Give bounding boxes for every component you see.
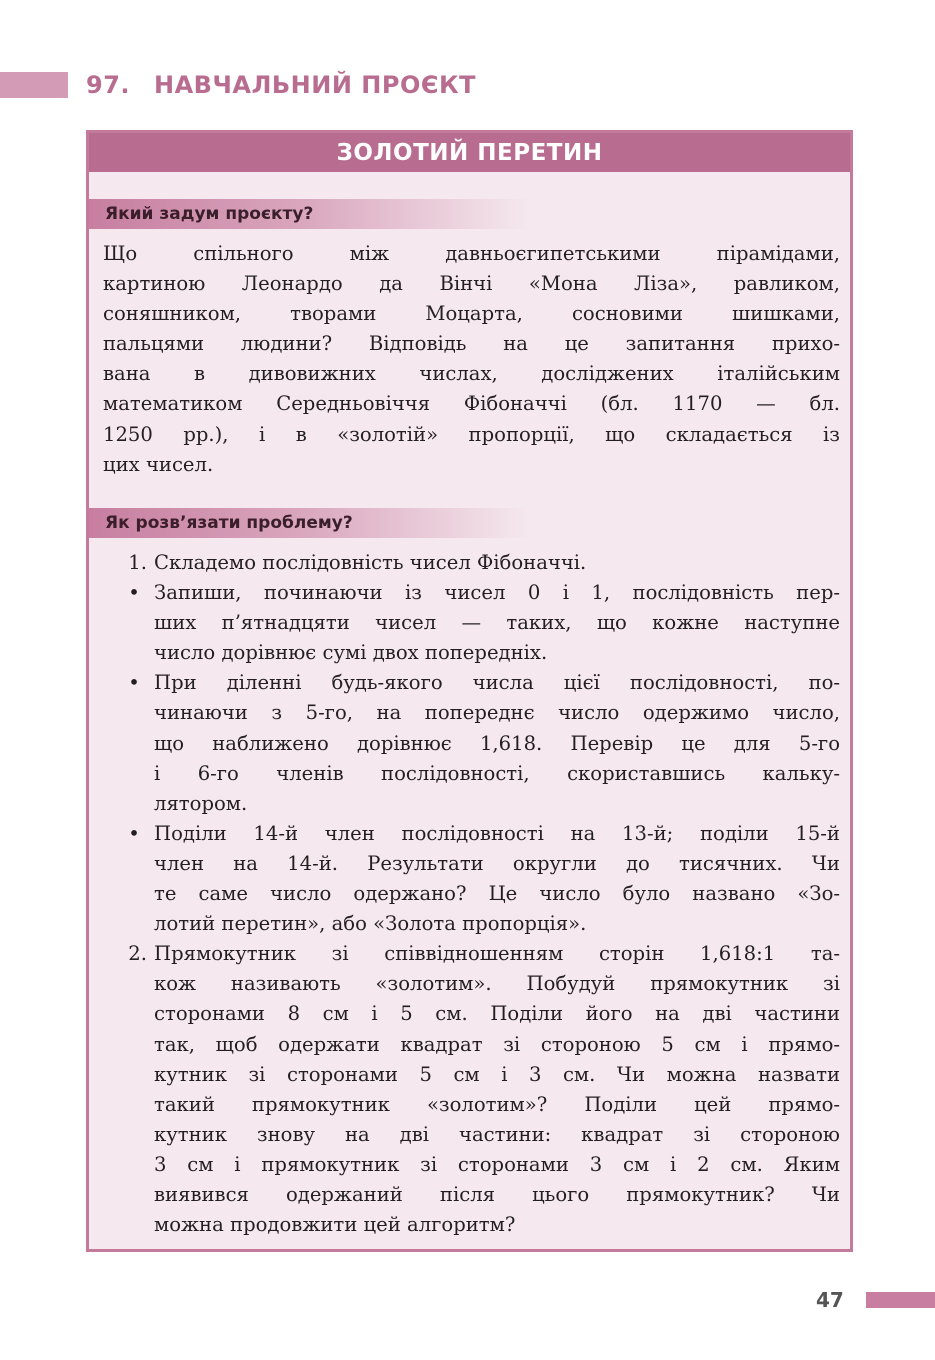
section-label-solution: Як розв’язати проблему?	[89, 508, 529, 538]
header-accent-bar	[0, 72, 68, 98]
paragraph-line: вана в дивовижних числах, досліджених італійським	[103, 362, 840, 386]
paragraph-line: пальцями людини? Відповідь на це запитання прихо-	[103, 332, 840, 356]
list-item	[103, 939, 840, 1240]
page-number: 47	[816, 1288, 844, 1312]
list-item-line: те саме число одержано? Це число було названо «Зо-	[154, 882, 840, 906]
list-item-line: член на 14-й. Результати округли до тисячних. Чи	[154, 851, 840, 875]
list-item-line: При діленні будь-якого числа цієї послідовності, по-	[154, 671, 840, 695]
list-item-line: Поділи 14-й член послідовності на 13-й; поділи 15-й	[154, 821, 840, 845]
paragraph-line: цих чисел.	[103, 452, 214, 476]
list-item-line: можна продовжити цей алгоритм?	[154, 1213, 516, 1237]
bullet-marker: •	[128, 671, 140, 695]
list-item-line: так, щоб одержати квадрат зі стороною 5 см і прямо-	[154, 1032, 840, 1056]
footer-accent-bar	[866, 1292, 935, 1308]
list-item-line: ших п’ятнадцяти чисел — таких, що кожне наступне	[154, 611, 840, 635]
paragraph-line: соняшником, творами Моцарта, сосновими шишками,	[103, 302, 840, 326]
list-item-line: лотий перетин», або «Золота пропорція».	[154, 912, 587, 936]
list-item-line: і 6-го членів послідовності, скориставшись кальку-	[154, 761, 840, 785]
bullet-marker: •	[128, 581, 140, 605]
project-box	[86, 130, 853, 1252]
list-item	[103, 668, 840, 818]
page-title	[86, 68, 476, 102]
list-item-line: що наближено дорівнює 1,618. Перевір це для 5-го	[154, 731, 840, 755]
paragraph-line: картиною Леонардо да Вінчі «Мона Ліза», равликом,	[103, 272, 840, 296]
list-item-line: 3 см і прямокутник зі сторонами 3 см і 2 см. Яким	[154, 1152, 840, 1176]
paragraph-line: математиком Середньовіччя Фібоначчі (бл. 1170 — бл.	[103, 392, 840, 416]
bullet-marker: •	[128, 821, 140, 845]
box-title: ЗОЛОТИЙ ПЕРЕТИН	[89, 133, 850, 172]
idea-paragraph	[103, 239, 840, 480]
list-item-line: Прямокутник зі співвідношенням сторін 1,618:1 та-	[154, 942, 840, 966]
list-marker: 1.	[128, 551, 147, 574]
list-marker: 2.	[128, 942, 147, 966]
list-item-line: кутник знову на дві частини: квадрат зі стороною	[154, 1122, 840, 1146]
paragraph-line: Що спільного між давньоєгипетськими пірамідами,	[103, 242, 840, 265]
list-item-line: чинаючи з 5-го, на попереднє число одержимо число,	[154, 701, 840, 725]
section-title: НАВЧАЛЬНИЙ ПРОЄКТ	[154, 71, 476, 99]
list-item-line: сторонами 8 см і 5 см. Поділи його на дві частини	[154, 1002, 840, 1026]
list-item	[103, 548, 840, 578]
list-item-line: число дорівнює сумі двох попередніх.	[154, 641, 548, 665]
solution-list	[103, 548, 840, 1240]
list-item-line: такий прямокутник «золотим»? Поділи цей прямо-	[154, 1092, 840, 1116]
list-item-line: Запиши, починаючи із чисел 0 і 1, послідовність пер-	[154, 581, 840, 605]
list-item-line: лятором.	[154, 791, 248, 815]
list-item	[103, 578, 840, 668]
list-item-line: кож називають «золотим». Побудуй прямокутник зі	[154, 972, 840, 996]
list-item-line: кутник зі сторонами 5 см і 3 см. Чи можна назвати	[154, 1062, 840, 1086]
list-item	[103, 819, 840, 939]
section-number: 97.	[86, 71, 131, 99]
list-item-line: Складемо послідовність чисел Фібоначчі.	[154, 551, 587, 574]
paragraph-line: 1250 рр.), і в «золотій» пропорції, що складається із	[103, 422, 840, 446]
section-label-idea: Який задум проєкту?	[89, 199, 529, 229]
list-item-line: виявився одержаний після цього прямокутник? Чи	[154, 1182, 840, 1206]
